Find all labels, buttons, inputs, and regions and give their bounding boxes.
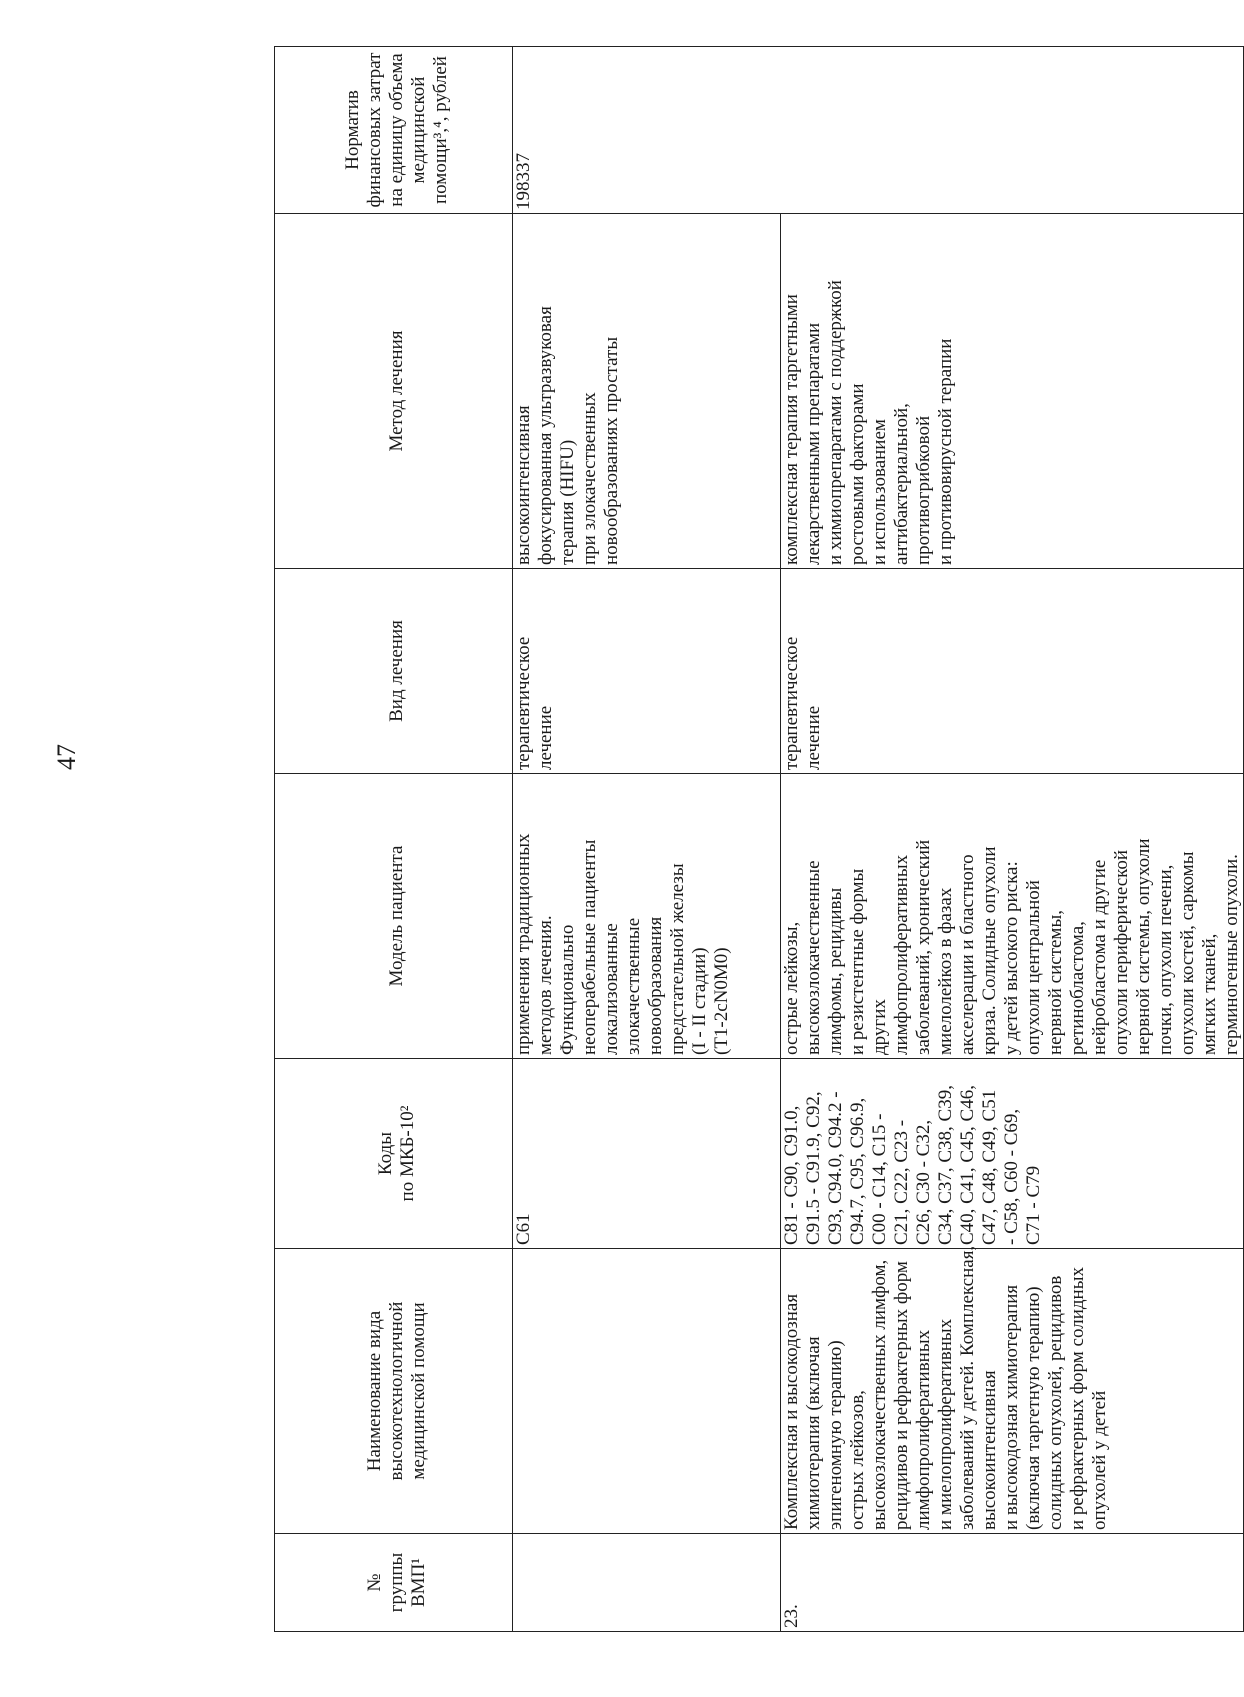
cell-line: применения традиционных	[513, 833, 534, 1055]
header-line: группы	[385, 1552, 407, 1613]
header-treatment-type: Вид лечения	[275, 569, 513, 774]
header-group-number	[275, 1534, 513, 1632]
cell-line: Функционально	[557, 924, 578, 1055]
cell-line: C94.7, C95, C96.9,	[847, 1097, 868, 1245]
table-row	[513, 47, 781, 1632]
cell-line: нейробластома и другие	[1089, 859, 1110, 1055]
row1-codes	[513, 1059, 781, 1249]
cell-line: заболеваний, хронический	[913, 839, 934, 1055]
row1-name	[513, 1249, 781, 1534]
cell-line: (I - II стадии)	[689, 947, 710, 1055]
cell-line: C93, C94.0, C94.2 -	[825, 1091, 846, 1245]
rotated-table-container	[274, 47, 1242, 1632]
row1-treatment-method	[513, 214, 781, 569]
cell-line: антибактериальной,	[891, 403, 912, 565]
cell-line: неоперабельные пациенты	[579, 839, 600, 1055]
cell-line: химиотерапия (включая	[803, 1336, 824, 1530]
cell-line: острых лейкозов,	[847, 1390, 868, 1530]
cell-line: высокоинтенсивная	[979, 1370, 1000, 1530]
cell-line: (включая таргетную терапию)	[1023, 1286, 1044, 1530]
row2-treatment-type	[781, 569, 1244, 774]
cell-line: C47, C48, C49, C51	[979, 1089, 1000, 1245]
cell-line: лечение	[803, 705, 824, 770]
cell-line: других	[869, 999, 890, 1055]
row1-number	[513, 1534, 781, 1632]
cell-line: C71 - C79	[1023, 1165, 1044, 1245]
cell-line: фокусированная ультразвуковая	[535, 306, 556, 565]
cell-line: опухоли периферической	[1111, 849, 1132, 1055]
cell-line: C40, C41, C45, C46,	[957, 1085, 978, 1245]
page-number: 47	[52, 744, 81, 770]
header-line: Коды	[374, 1131, 396, 1176]
header-line: Наименование вида	[363, 1310, 385, 1472]
cell-line: и миелопролиферативных	[935, 1318, 956, 1530]
cell-line: и рефрактерных форм солидных	[1067, 1267, 1088, 1530]
header-care-type-name	[275, 1249, 513, 1534]
header-line: по МКБ-10²	[396, 1105, 418, 1202]
cell-line: противогрибковой	[913, 415, 934, 565]
cell-line: C34, C37, C38, C39,	[935, 1085, 956, 1245]
cell-line: лекарственными препаратами	[803, 322, 824, 565]
header-line: Норматив	[341, 90, 363, 170]
cell-line: лечение	[535, 705, 556, 770]
header-line: медицинской	[407, 76, 429, 184]
row2-patient-model	[781, 774, 1244, 1059]
cell-line: рецидивов и рефрактерных форм	[891, 1261, 912, 1530]
header-line: высокотехнологичной	[385, 1301, 407, 1481]
row1-patient-model	[513, 774, 781, 1059]
cell-line: терапия (HIFU)	[557, 439, 578, 565]
cell-line: C61	[513, 1213, 534, 1245]
cell-line: C91.5 - C91.9, C92,	[803, 1091, 824, 1245]
cell-line: герминогенные опухоли.	[1221, 854, 1242, 1055]
cell-line: и противовирусной терапии	[935, 338, 956, 565]
cell-line: лимфопролиферативных	[913, 1329, 934, 1530]
cell-line: ростовыми факторами	[847, 383, 868, 565]
cell-line: солидных опухолей, рецидивов	[1045, 1275, 1066, 1530]
cell-line: методов лечения.	[535, 915, 556, 1055]
table-row	[781, 47, 1244, 1632]
cell-line: опухоли центральной	[1023, 880, 1044, 1055]
header-line: медицинской помощи	[407, 1302, 429, 1480]
cell-line: у детей высокого риска:	[1001, 861, 1022, 1055]
cell-line: новообразования	[645, 916, 666, 1055]
header-patient-model: Модель пациента	[275, 774, 513, 1059]
cell-line: - C58, C60 - C69,	[1001, 1108, 1022, 1245]
cell-line: миелолейкоз в фазах	[935, 887, 956, 1055]
cell-line: злокачественные	[623, 917, 644, 1055]
row2-number: 23.	[781, 1534, 1244, 1632]
cell-line: акселерации и бластного	[957, 854, 978, 1055]
table-header-row	[275, 47, 513, 1632]
header-line: помощи³,⁴, рублей	[429, 56, 451, 204]
cell-line: комплексная терапия таргетными	[781, 294, 802, 565]
cell-line: новообразованиях простаты	[601, 336, 622, 565]
cell-line: C00 - C14, C15 -	[869, 1113, 890, 1245]
cell-line: и резистентные формы	[847, 868, 868, 1055]
cell-line: C81 - C90, C91.0,	[781, 1105, 802, 1245]
cost-norm-value: 198337	[513, 47, 1244, 214]
cell-line: криза. Солидные опухоли	[979, 846, 1000, 1055]
cell-line: ретинобластома,	[1067, 921, 1088, 1055]
cell-line: опухоли костей, саркомы	[1177, 851, 1198, 1055]
cell-line: Комплексная и высокодозная	[781, 1293, 802, 1530]
cell-line: C21, C22, C23 -	[891, 1119, 912, 1245]
row1-treatment-type	[513, 569, 781, 774]
header-cost-norm	[275, 47, 513, 214]
cell-line: высокозлокачественных лимфом,	[869, 1259, 890, 1530]
cell-line: и химиопрепаратами с поддержкой	[825, 280, 846, 565]
cell-line: мягких тканей,	[1199, 933, 1220, 1055]
cell-line: острые лейкозы,	[781, 921, 802, 1055]
cell-line: и использованием	[869, 419, 890, 565]
cell-line: предстательной железы	[667, 863, 688, 1055]
header-line: ВМП¹	[407, 1558, 429, 1607]
cell-line: локализованные	[601, 923, 622, 1055]
cell-line: опухолей у детей	[1089, 1390, 1110, 1530]
cell-line: нервной системы, опухоли	[1133, 838, 1154, 1055]
cell-line: терапевтическое	[781, 636, 802, 770]
cell-line: при злокачественных	[579, 392, 600, 565]
header-treatment-method: Метод лечения	[275, 214, 513, 569]
cell-line: эпигеномную терапию)	[825, 1340, 846, 1530]
header-line: на единицу объема	[385, 53, 407, 207]
cell-line: и высокодозная химиотерапия	[1001, 1284, 1022, 1530]
header-line: №	[363, 1573, 385, 1592]
cell-line: терапевтическое	[513, 636, 534, 770]
row2-treatment-method	[781, 214, 1244, 569]
cell-line: почки, опухоли печени,	[1155, 864, 1176, 1055]
cell-line: нервной системы,	[1045, 910, 1066, 1055]
row2-codes	[781, 1059, 1244, 1249]
cell-line: лимфомы, рецидивы	[825, 887, 846, 1055]
header-line: финансовых затрат	[363, 52, 385, 208]
cell-line: заболеваний у детей. Комплексная,	[957, 1245, 978, 1530]
row2-name	[781, 1245, 1244, 1534]
cell-line: лимфопролиферативных	[891, 854, 912, 1055]
cell-line: высокозлокачественные	[803, 860, 824, 1055]
cell-line: (T1-2cN0M0)	[711, 947, 732, 1055]
header-icd-codes	[275, 1059, 513, 1249]
cell-line: высокоинтенсивная	[513, 405, 534, 565]
cell-line: C26, C30 - C32,	[913, 1119, 934, 1245]
vmp-table	[274, 46, 1244, 1632]
